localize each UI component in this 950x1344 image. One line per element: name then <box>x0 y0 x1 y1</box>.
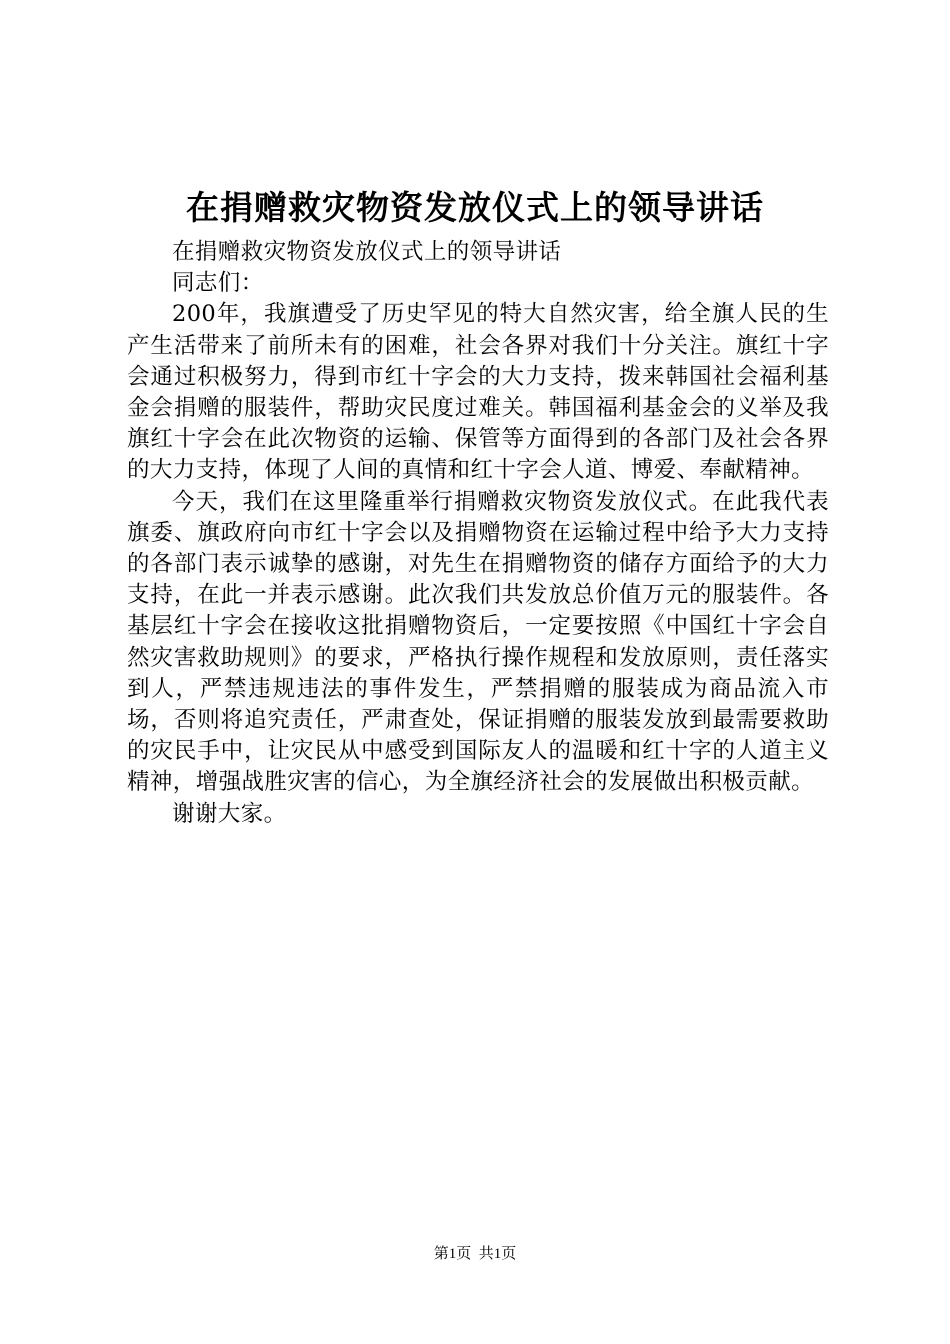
subtitle-paragraph: 在捐赠救灾物资发放仪式上的领导讲话 <box>172 239 562 265</box>
body-paragraph: 今天，我们在这里隆重举行捐赠救灾物资发放仪式。在此我代表旗委、旗政府向市红十字会以及捐赠物资在运输过程中给予大力支持的各部门表示诚挚的感谢，对先生在捐赠物资的储存方面给予的大力支持，在此一并表示感谢。此次我们共发放总价值万元的服装件。各基层红十字会在接收这批捐赠物资后，一定要按照《中国红十字会自然灾害救助规则》的要求，严格执行操作规程和发放原则，责任落实到人，严禁违规违法的事件发生，严禁捐赠的服装成为商品流入市场，否则将追究责任，严肃查处，保证捐赠的服装发放到最需要救助的灾民手中，让灾民从中感受到国际友人的温暖和红十字的人道主义精神，增强战胜灾害的信心，为全旗经济社会的发展做出积极贡献。 <box>127 488 829 796</box>
document-body <box>127 237 829 830</box>
closing-paragraph: 谢谢大家。 <box>172 800 287 827</box>
salutation-paragraph: 同志们： <box>172 270 264 297</box>
body-paragraph: 200年，我旗遭受了历史罕见的特大自然灾害，给全旗人民的生产生活带来了前所未有的困难，社会各界对我们十分关注。旗红十字会通过积极努力，得到市红十字会的大力支持，拨来韩国社会福利基金会捐赠的服装件，帮助灾民度过难关。韩国福利基金会的义举及我旗红十字会在此次物资的运输、保管等方面得到的各部门及社会各界的大力支持，体现了人间的真情和红十字会人道、博爱、奉献精神。 <box>127 301 829 484</box>
page-footer <box>0 1244 950 1264</box>
document-title: 在捐赠救灾物资发放仪式上的领导讲话 <box>186 188 764 227</box>
page-number: 第1页 共1页 <box>433 1246 517 1262</box>
